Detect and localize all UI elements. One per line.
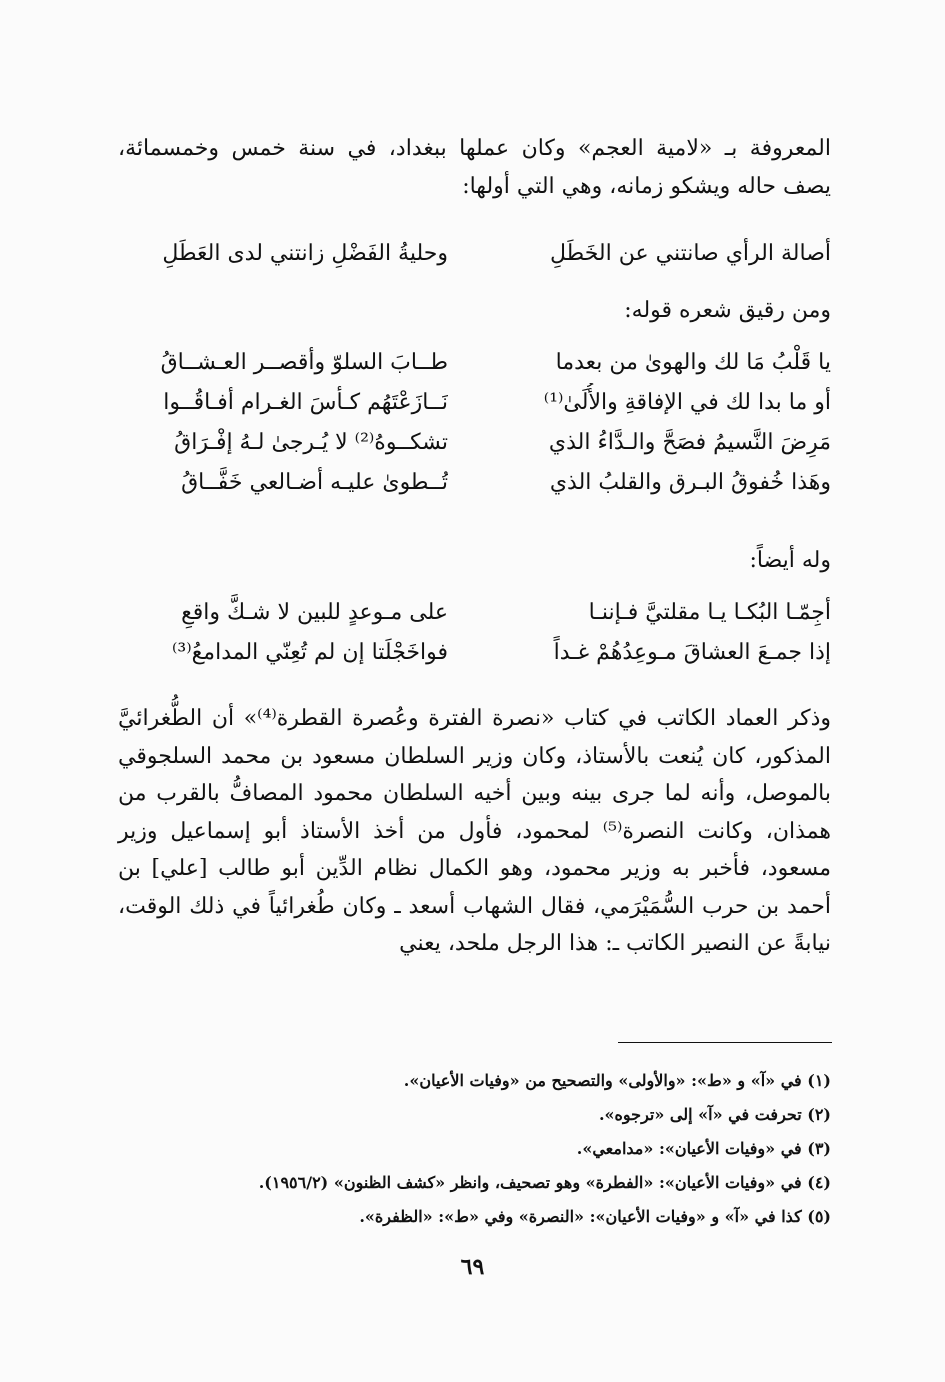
second-hemistich: نَــازَعْتَهُم كـأسَ الغـرام أفـاقُــوا xyxy=(163,390,448,415)
verse-line xyxy=(118,234,831,274)
second-hemistich: فواخَجْلَتا إن لم تُعِنّي المدامعُ⁽³⁾ xyxy=(171,640,448,665)
verse-line xyxy=(118,633,831,673)
first-hemistich: أو ما بدا لك في الإفاقةِ والأُلَىٰ⁽¹⁾ xyxy=(543,390,831,415)
first-hemistich: أصالة الرأي صانتني عن الخَطَلِ xyxy=(550,241,831,266)
first-hemistich: إذا جمـعَ العشاقَ مـوعِدُهُمْ غـداً xyxy=(553,640,831,665)
verse-block-2 xyxy=(118,343,831,503)
first-hemistich: يا قَلْبُ مَا لك والهوىٰ من بعدما xyxy=(555,350,831,375)
second-hemistich: على مـوعدٍ للبين لا شـكَّ واقعِ xyxy=(181,600,448,625)
footnote: (٥) كذا في «آ» و «وفيات الأعيان»: «النصرة» وفي «ط»: «الظفرة». xyxy=(359,1207,831,1226)
verse-block-3 xyxy=(118,593,831,673)
footnote-rule xyxy=(618,1042,832,1043)
footnotes xyxy=(259,1064,831,1234)
footnote: (٢) تحرفت في «آ» إلى «ترجوه». xyxy=(598,1105,831,1124)
verse-line xyxy=(118,423,831,463)
second-hemistich: تشكــوهُ⁽²⁾ لا يُـرجىٰ لـهُ إفْـرَاقُ xyxy=(174,430,448,455)
verse-line xyxy=(118,343,831,383)
page-number: ٦٩ xyxy=(460,1254,485,1280)
paragraph-3: وذكر العماد الكاتب في كتاب «نصرة الفترة وعُصرة القطرة⁽⁴⁾» أن الطُّغرائيَّ المذكور، كان يُنعت بالأستاذ، وكان وزير السلطان مسعود بن محمد السلجوقي بالموصل، وأنه لما جرى بينه وبين أخيه السلطان محمود المصافُّ بالقرب من همذان، وكانت النصرة⁽⁵⁾ لمحمود، فأول من أخذ الأستاذ أبو إسماعيل وزير مسعود، فأخبر به وزير محمود، وهو الكمال نظام الدِّين أبو طالب [علي] بن أحمد بن حرب السُّمَيْرَمي، فقال الشهاب أسعد ـ وكان طُغرائياً في ذلك الوقت، نيابةً عن النصير الكاتب ـ: هذا الرجل ملحد، يعني xyxy=(118,706,831,956)
footnote: (٤) في «وفيات الأعيان»: «الفطرة» وهو تصحيف، وانظر «كشف الظنون» (١٩٥٦/٢). xyxy=(258,1173,831,1192)
paragraph-1: المعروفة بـ «لامية العجم» وكان عملها ببغداد، في سنة خمس وخمسمائة، يصف حاله ويشكو زمانه، وهي التي أولها: xyxy=(118,136,831,199)
footnote: (١) في «آ» و «ط»: «والأولى» والتصحيح من «وفيات الأعيان». xyxy=(403,1071,831,1090)
verse-line xyxy=(118,383,831,423)
first-hemistich: أجِمّـا البُكـا يـا مقلتيَّ فـإننـا xyxy=(588,600,831,625)
second-hemistich: وحليةُ الفَضْلِ زانتني لدى العَطَلِ xyxy=(162,241,448,266)
second-hemistich: تُــطوىٰ عليـه أضـالعي خَفَّــاقُ xyxy=(181,470,448,495)
verse-line xyxy=(118,463,831,503)
verse-block-1 xyxy=(118,234,831,274)
footnote: (٣) في «وفيات الأعيان»: «مدامعي». xyxy=(576,1139,831,1158)
first-hemistich: وهَذا خُفوقُ البـرق والقلبُ الذي xyxy=(549,470,831,495)
verse-intro-3: وله أيضاً: xyxy=(749,548,831,573)
second-hemistich: طــابَ السلوّ وأقصــر العـشــاقُ xyxy=(160,350,448,375)
first-hemistich: مَرِضَ النَّسيمُ فصَحَّ والـدَّاءُ الذي xyxy=(548,430,831,455)
verse-line xyxy=(118,593,831,633)
verse-intro-2: ومن رقيق شعره قوله: xyxy=(624,298,831,323)
